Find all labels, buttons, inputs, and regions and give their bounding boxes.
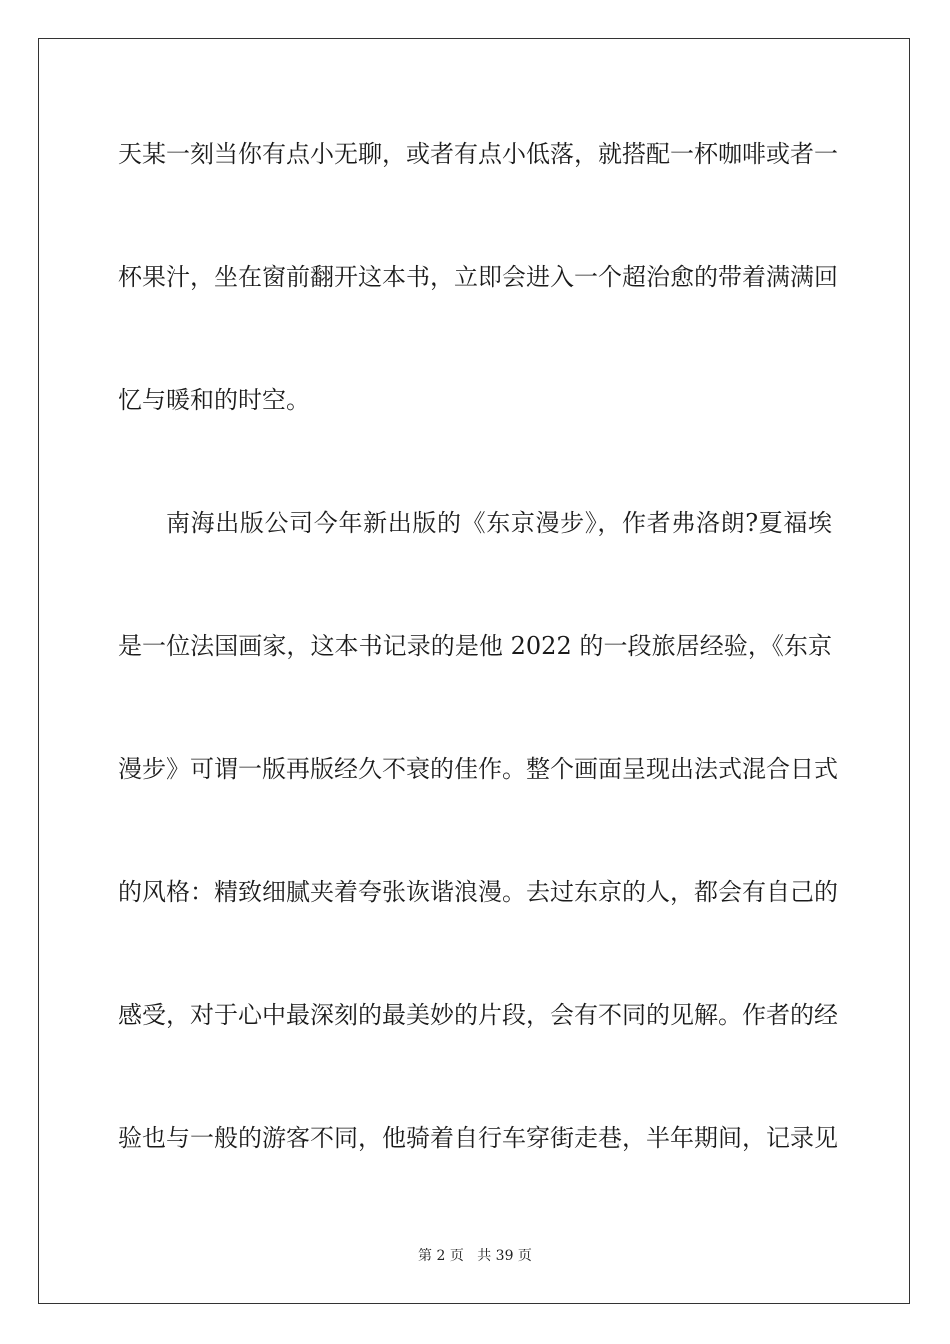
page-total: 共 39 页 — [477, 1248, 532, 1264]
text-line: 感受，对于心中最深刻的最美妙的片段，会有不同的见解。作者的经 — [118, 1001, 838, 1029]
text-line: 漫步》可谓一版再版经久不衰的佳作。整个画面呈现出法式混合日式 — [118, 755, 838, 783]
text-line: 忆与暖和的时空。 — [118, 386, 310, 414]
page-number: 第 2 页 — [418, 1248, 464, 1264]
page-footer — [0, 1247, 950, 1265]
text-line: 的风格：精致细腻夹着夸张诙谐浪漫。去过东京的人，都会有自己的 — [118, 878, 838, 906]
text-line: 杯果汁，坐在窗前翻开这本书，立即会进入一个超治愈的带着满满回 — [118, 263, 838, 291]
page-border — [38, 38, 910, 1304]
text-line: 南海出版公司今年新出版的《东京漫步》，作者弗洛朗?夏福埃 — [166, 509, 832, 537]
text-line: 验也与一般的游客不同，他骑着自行车穿街走巷，半年期间，记录见 — [118, 1124, 838, 1152]
text-line: 天某一刻当你有点小无聊，或者有点小低落，就搭配一杯咖啡或者一 — [118, 140, 838, 168]
text-line: 是一位法国画家，这本书记录的是他 2022 的一段旅居经验，《东京 — [118, 632, 832, 660]
